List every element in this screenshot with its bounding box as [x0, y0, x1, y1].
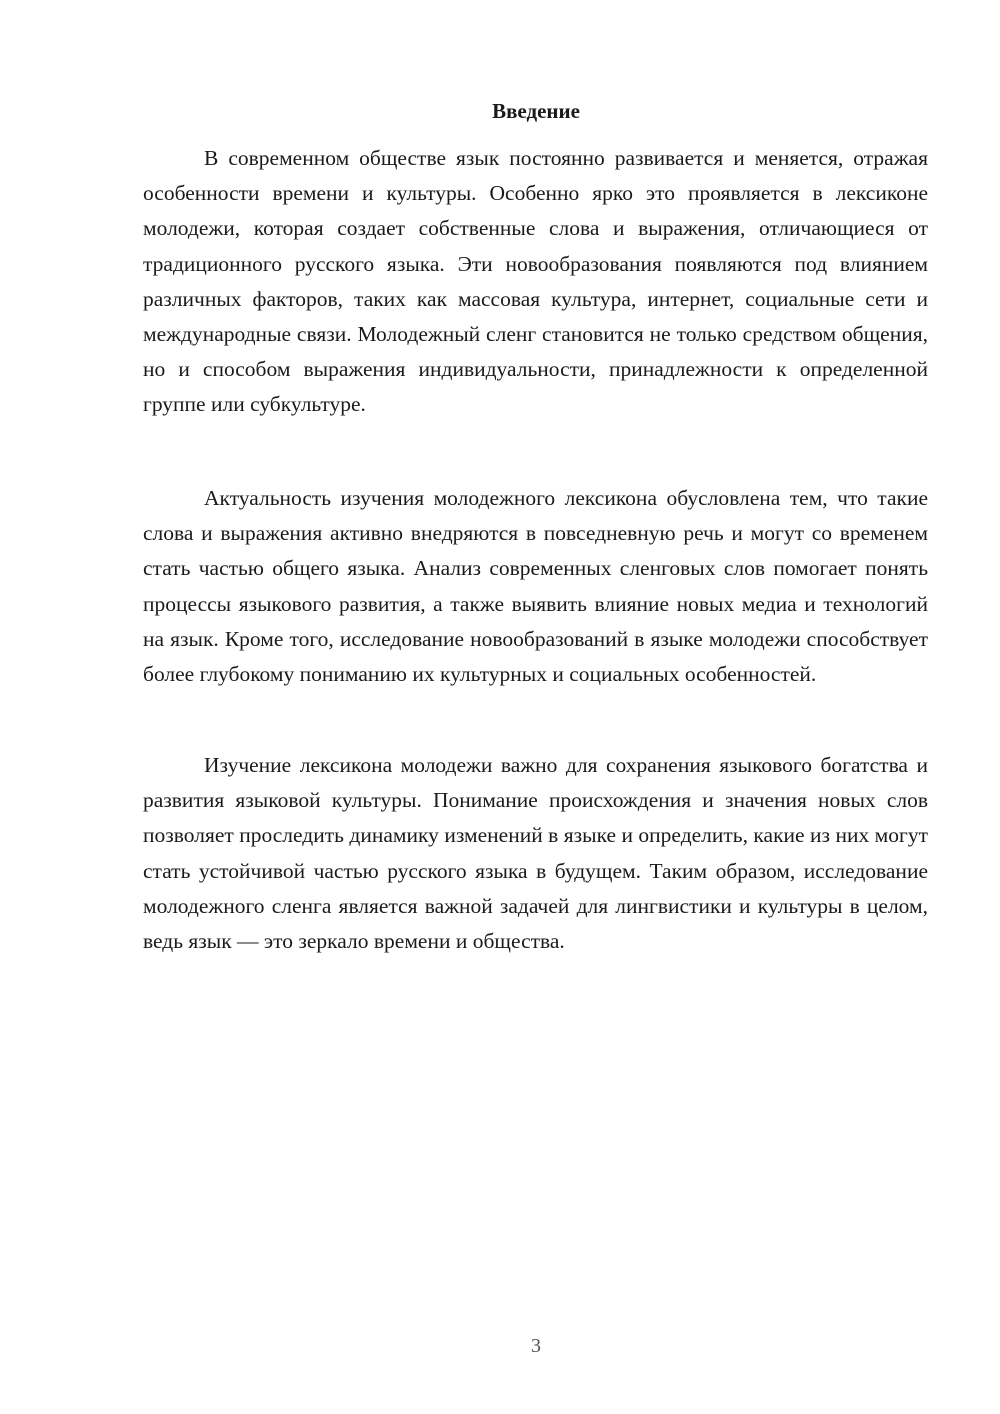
paragraph-1: В современном обществе язык постоянно развивается и меняется, отражая особенности времени и культуры. Особенно ярко это проявляется в лексиконе молодежи, которая создает собственные слова и выражения, отличающиеся от традиционного русского языка. Эти новообразования появляются под влиянием различных факторов, таких как массовая культура, интернет, социальные сети и международные связи. Молодежный сленг становится не только средством общения, но и способом выражения индивидуальности, принадлежности к определенной группе или субкультуре. — [143, 146, 928, 417]
paragraph-3: Изучение лексикона молодежи важно для сохранения языкового богатства и развития языковой культуры. Понимание происхождения и значения новых слов позволяет проследить динамику изменений в языке и определить, какие из них могут стать устойчивой частью русского языка в будущем. Таким образом, исследование молодежного сленга является важной задачей для лингвистики и культуры в целом, ведь язык — это зеркало времени и общества. — [143, 753, 928, 954]
page-number: 3 — [531, 1335, 541, 1357]
section-heading: Введение — [492, 99, 580, 123]
paragraph-2: Актуальность изучения молодежного лексикона обусловлена тем, что такие слова и выражения активно внедряются в повседневную речь и могут со временем стать частью общего языка. Анализ современных сленговых слов помогает понять процессы языкового развития, а также выявить влияние новых медиа и технологий на язык. Кроме того, исследование новообразований в языке молодежи способствует более глубокому пониманию их культурных и социальных особенностей. — [143, 486, 928, 687]
